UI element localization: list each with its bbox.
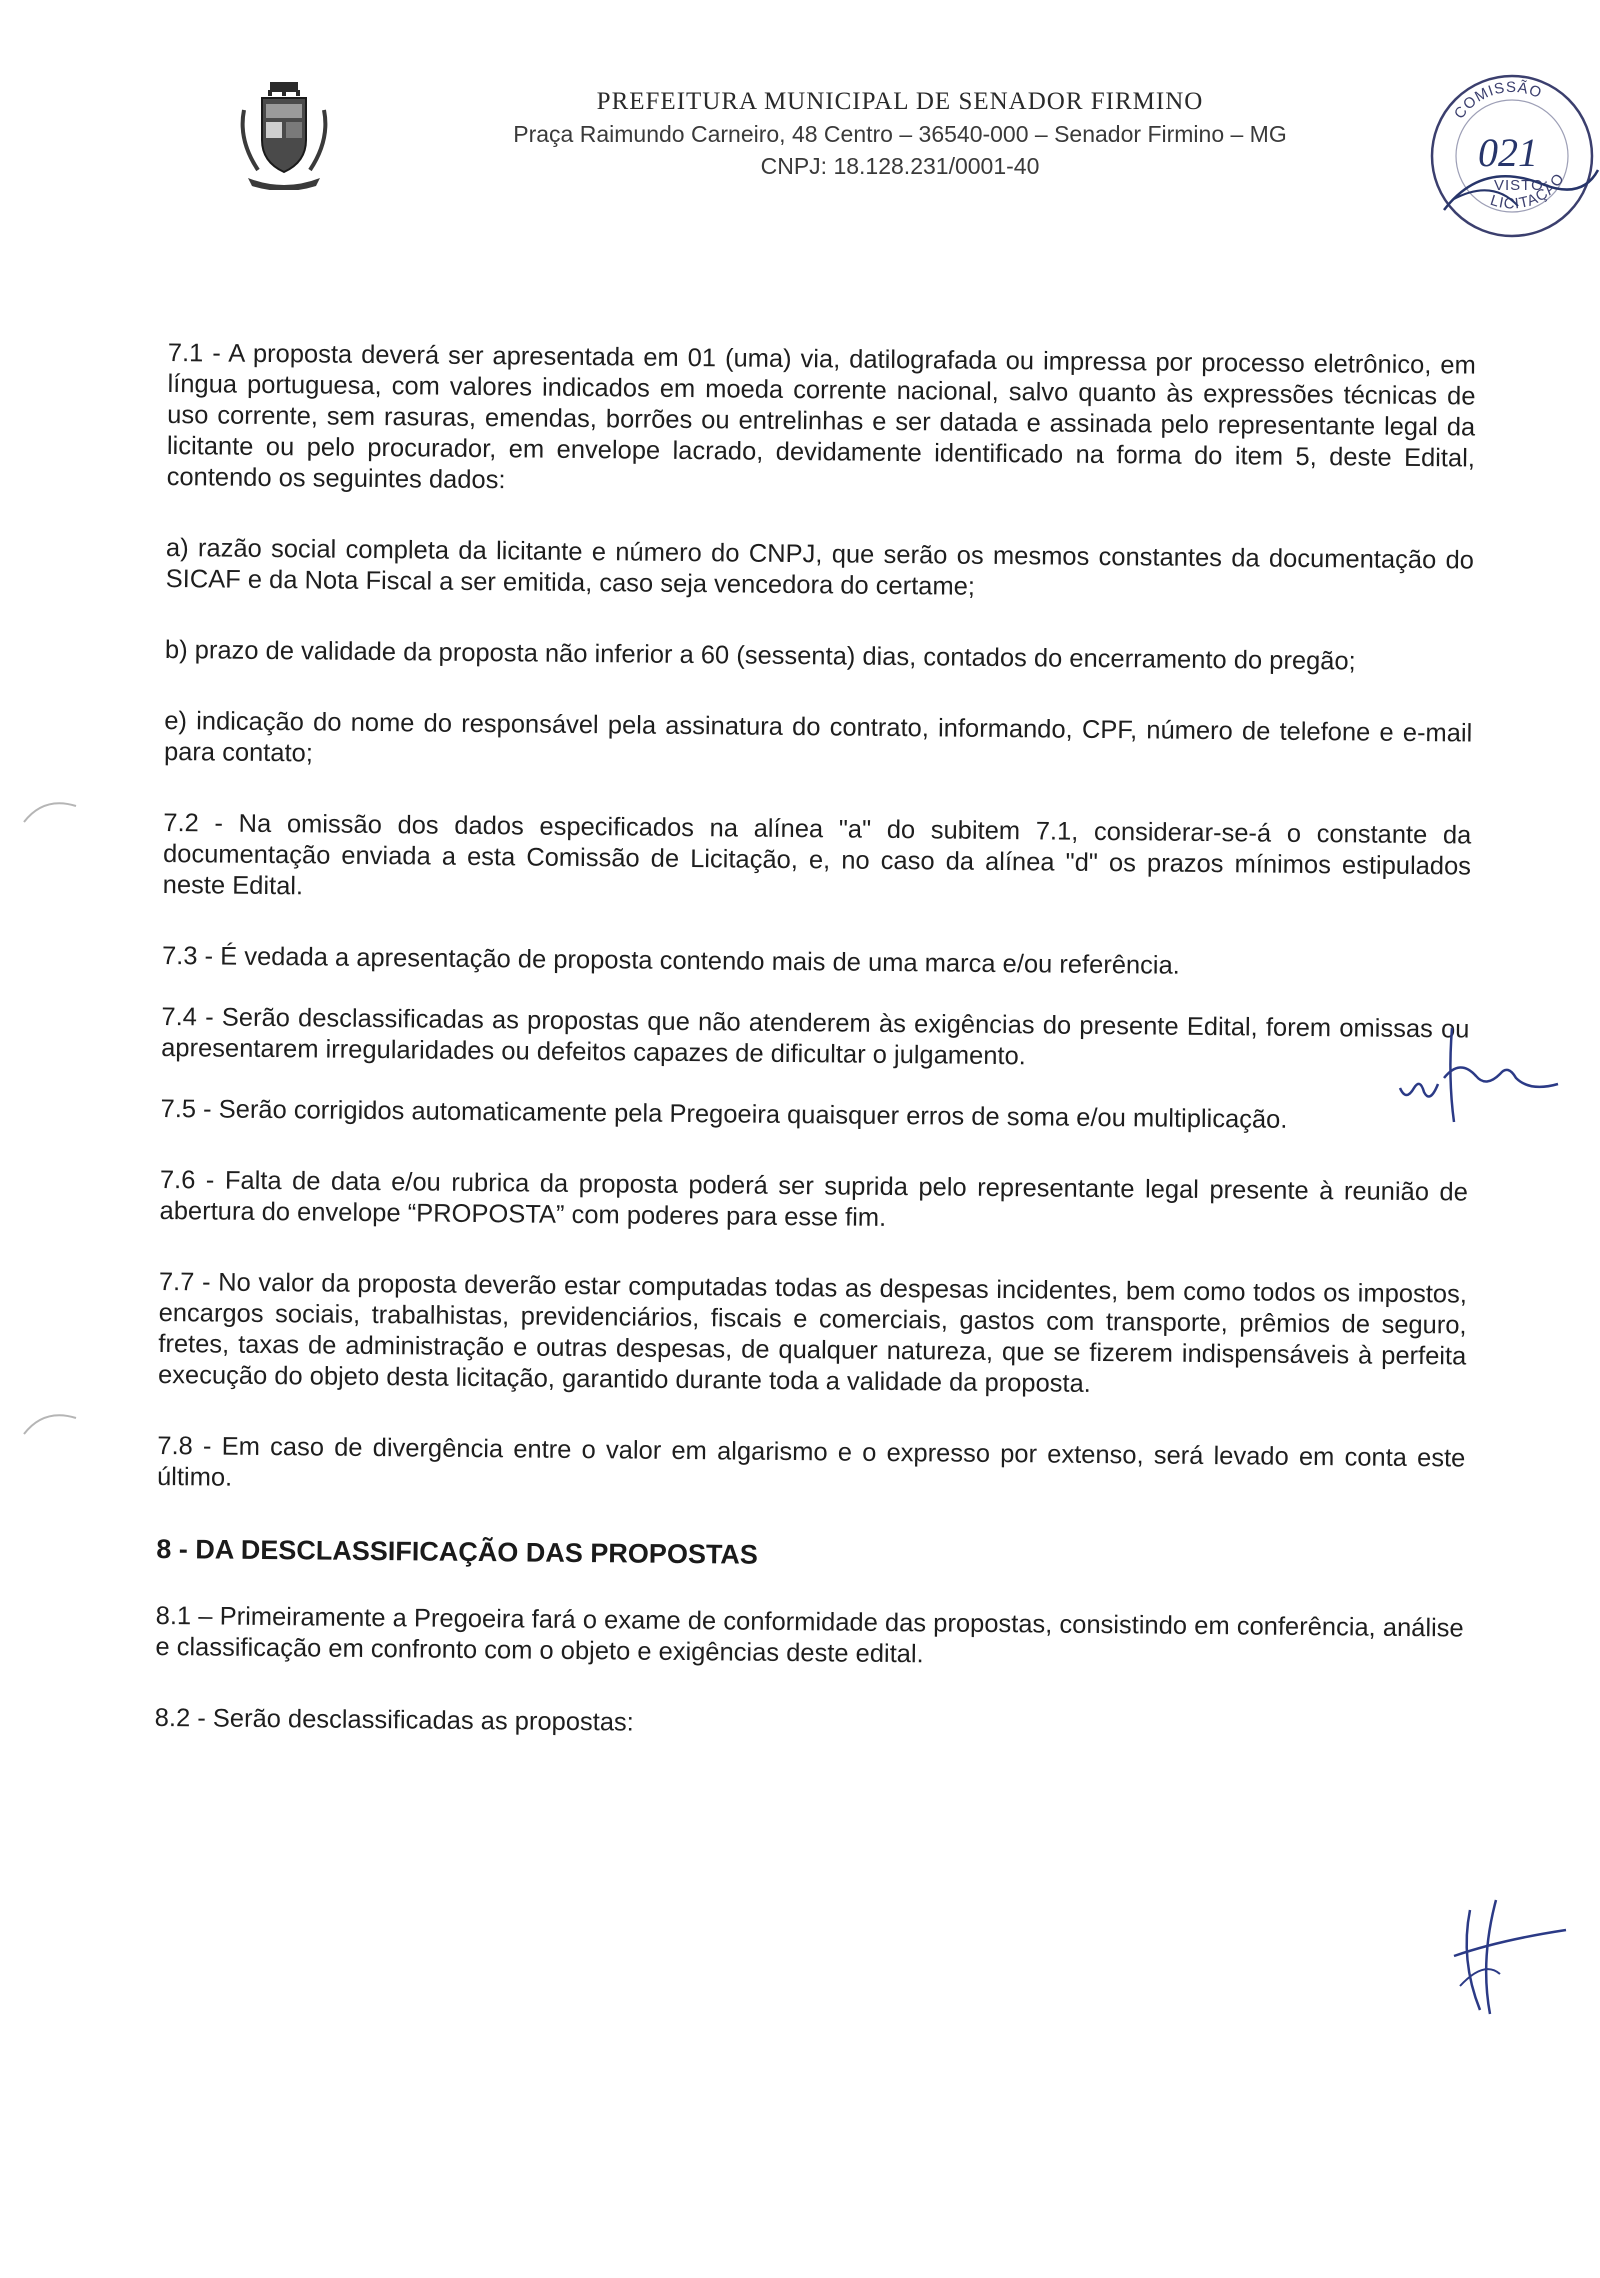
document-body [154,338,1476,1786]
svg-text:COMISSÃO [1451,79,1545,122]
paragraph-8-1: 8.1 – Primeiramente a Pregoeira fará o exame de conformidade das propostas, consistindo em conferência, análise e classificação em confronto com o objeto e exigências deste edital. [155,1601,1464,1669]
stamp-visto-text: VISTO [1494,177,1544,194]
punch-hole-mark [20,1404,80,1444]
municipal-crest-logo [236,80,332,190]
section-8-title: 8 - DA DESCLASSIFICAÇÃO DAS PROPOSTAS [156,1533,759,1570]
punch-hole-mark [20,792,80,832]
stamp-bottom-text: LICITAÇÃO [1488,170,1569,213]
paragraph-7-4: 7.4 - Serão desclassificadas as propostas que não atenderem às exigências do presente Edital, forem omissas ou apresentarem irregularidades ou defeitos capazes de dificultar o julgamento. [161,1002,1470,1071]
paragraph-7-1-a: a) razão social completa da licitante e número do CNPJ, que serão os mesmos constantes da documentação do SICAF e da Nota Fiscal a ser emitida, caso seja vencedora do certame; [165,533,1475,601]
paragraph-7-2: 7.2 - Na omissão dos dados especificados na alínea "a" do subitem 7.1, considerar-se-á o constante da documentação enviada a esta Comissão de Licitação, e, no caso da alínea "d" os prazos mínimos estipulados neste Edital. [162,808,1472,901]
handwritten-initials [1390,1018,1590,1128]
paragraph-7-1: 7.1 - A proposta deverá ser apresentada em 01 (uma) via, datilografada ou impressa por processo eletrônico, em língua portuguesa, com valores indicados em moeda corrente nacional, salvo quanto às expressões técnicas de uso corrente, sem rasuras, emendas, borrões ou entrelinhas e ser datada e assinada pelo representante legal da licitante ou pelo procurador, em envelope lacrado, devidamente identificado na forma do item 5, deste Edital, contendo os seguintes dados: [166,338,1476,495]
organization-cnpj: CNPJ: 18.128.231/0001-40 [760,153,1040,179]
organization-name: PREFEITURA MUNICIPAL DE SENADOR FIRMINO [596,88,1204,115]
stamp-top-text: COMISSÃO [1450,78,1545,123]
paragraph-7-6: 7.6 - Falta de data e/ou rubrica da proposta poderá ser suprida pelo representante legal presente à reunião de abertura do envelope “PROPOSTA” com poderes para esse fim. [159,1165,1468,1232]
paragraph-7-1-e: e) indicação do nome do responsável pela assinatura do contrato, informando, CPF, número de telefone e e-mail para contato; [163,706,1473,768]
handwritten-rubric [1440,1890,1570,2020]
paragraph-8-2: 8.2 - Serão desclassificadas as propostas: [154,1703,634,1737]
paragraph-7-5: 7.5 - Serão corrigidos automaticamente pela Pregoeira quaisquer erros de soma e/ou multiplicação. [160,1094,1288,1134]
paragraph-7-7: 7.7 - No valor da proposta deverão estar computadas todas as despesas incidentes, bem como todos os impostos, encargos sociais, trabalhistas, previdenciários, fiscais e comerciais, gastos com transporte, prêmios de seguro, fretes, taxas de administração e outras despesas, de qualquer natureza, que se fizerem indispensáveis à perfeita execução do objeto desta licitação, garantido durante toda a validade da proposta. [157,1267,1468,1398]
stamp-page-number: 021 [1478,130,1538,175]
paragraph-7-1-b: b) prazo de validade da proposta não inferior a 60 (sessenta) dias, contados do encerramento do pregão; [164,635,1356,676]
letterhead [420,86,1380,182]
organization-address: Praça Raimundo Carneiro, 48 Centro – 36540-000 – Senador Firmino – MG [513,121,1287,147]
paragraph-7-3: 7.3 - É vedada a apresentação de proposta contendo mais de uma marca e/ou referência. [161,941,1180,980]
paragraph-7-8: 7.8 - Em caso de divergência entre o valor em algarismo e o expresso por extenso, será levado em conta este último. [156,1431,1466,1492]
commission-stamp [1422,60,1600,240]
